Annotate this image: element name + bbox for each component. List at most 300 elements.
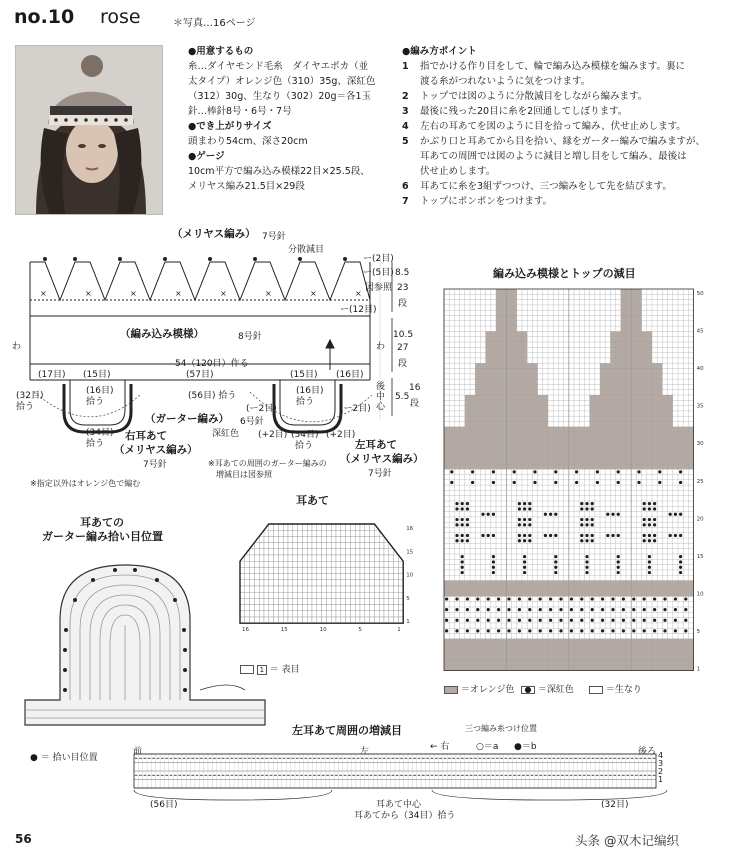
chart-cell (480, 416, 485, 421)
chart-cell (527, 644, 532, 649)
chart-cell (543, 655, 548, 660)
chart-cell (527, 363, 532, 368)
chart-dot (580, 518, 583, 521)
chart-cell (538, 432, 543, 437)
chart-cell (532, 422, 537, 427)
legend-natural (589, 682, 642, 695)
chart-cell (527, 448, 532, 453)
chart-cell (475, 411, 480, 416)
earflap-cell (394, 592, 399, 598)
chart-cell (590, 655, 595, 660)
earflap-cell (278, 543, 283, 549)
chart-cell (517, 395, 522, 400)
chart-cell (496, 644, 501, 649)
earflap-cell (240, 617, 245, 623)
chart-cell (631, 453, 636, 458)
chart-cell (636, 347, 641, 352)
chart-cell (579, 655, 584, 660)
chart-cell (616, 427, 621, 432)
earflap-cell (398, 617, 403, 623)
chart-cell (662, 432, 667, 437)
chart-cell (579, 437, 584, 442)
earflap-cell (264, 592, 269, 598)
chart-cell (574, 586, 579, 591)
chart-cell (517, 432, 522, 437)
chart-cell (610, 453, 615, 458)
chart-cell (647, 411, 652, 416)
chart-cell (491, 363, 496, 368)
chart-cell (657, 406, 662, 411)
chart-cell (631, 300, 636, 305)
left-earflap-stitch: （メリヤス編み） (340, 453, 424, 465)
chart-cell (642, 649, 647, 654)
chart-cell (527, 591, 532, 596)
earflap-cell (288, 592, 293, 598)
chart-cell (652, 374, 657, 379)
chart-dot (663, 608, 666, 611)
chart-cell (480, 586, 485, 591)
chart-cell (657, 374, 662, 379)
chart-cell (527, 665, 532, 670)
earflap-cell (293, 580, 298, 586)
earflap-cell (302, 592, 307, 598)
earflap-cell (283, 574, 288, 580)
chart-cell (621, 331, 626, 336)
chart-cell (444, 581, 449, 586)
chart-cell (522, 342, 527, 347)
chart-cell (532, 395, 537, 400)
chart-cell (610, 331, 615, 336)
chart-cell (496, 660, 501, 665)
chart-cell (636, 331, 641, 336)
chart-cell (683, 655, 688, 660)
garter-right-count: (32目) (601, 800, 629, 810)
chart-cell (501, 411, 506, 416)
earflap-cell (259, 617, 264, 623)
chart-cell (501, 342, 506, 347)
chart-cell (475, 644, 480, 649)
earflap-cell (283, 555, 288, 561)
chart-cell (574, 427, 579, 432)
earflap-cell (365, 549, 370, 555)
chart-dot (570, 608, 573, 611)
earflap-row-label: 15 (406, 549, 414, 556)
chart-cell (501, 432, 506, 437)
chart-cell (642, 411, 647, 416)
earflap-cell (302, 561, 307, 567)
earflap-cell (254, 549, 259, 555)
chart-cell (444, 427, 449, 432)
earflap-cell (312, 543, 317, 549)
earflap-cell (346, 574, 351, 580)
chart-cell (480, 411, 485, 416)
chart-cell (574, 639, 579, 644)
chart-dot (528, 608, 531, 611)
earflap-cell (307, 586, 312, 592)
earflap-cell (341, 567, 346, 573)
chart-cell (475, 464, 480, 469)
chart-cell (512, 422, 517, 427)
chart-cell (642, 644, 647, 649)
instruction-text: トップにポンポンをつけます。 (420, 196, 552, 207)
chart-cell (486, 432, 491, 437)
dim-16-unit: 段 (410, 399, 420, 409)
chart-cell (449, 432, 454, 437)
earflap-cell (283, 580, 288, 586)
chart-cell (662, 639, 667, 644)
chart-dot (507, 619, 510, 622)
chart-cell (558, 665, 563, 670)
earflap-cell (293, 617, 298, 623)
chart-cell (631, 406, 636, 411)
chart-cell (512, 432, 517, 437)
chart-cell (668, 448, 673, 453)
chart-dot (663, 619, 666, 622)
chart-cell (621, 649, 626, 654)
chart-cell (600, 416, 605, 421)
chart-cell (610, 363, 615, 368)
chart-cell (683, 443, 688, 448)
crown-decrease-lines (30, 262, 370, 316)
chart-dot (549, 513, 552, 516)
chart-cell (444, 665, 449, 670)
chart-dot (518, 539, 521, 542)
chart-cell (480, 384, 485, 389)
earflap-cell (360, 592, 365, 598)
earflap-cell (350, 555, 355, 561)
chart-cell (480, 374, 485, 379)
chart-cell (626, 437, 631, 442)
chart-cell (486, 443, 491, 448)
earflap-cell (259, 536, 264, 542)
chart-cell (460, 581, 465, 586)
chart-cell (584, 591, 589, 596)
chart-row-number: 40 (696, 366, 704, 373)
chart-cell (506, 591, 511, 596)
earflap-cell (250, 592, 255, 598)
instruction-item (402, 89, 737, 104)
chart-cell (454, 644, 459, 649)
chart-cell (517, 665, 522, 670)
earflap-col-label: 10 (319, 627, 327, 634)
earflap-cell (250, 586, 255, 592)
chart-cell (657, 448, 662, 453)
chart-cell (600, 374, 605, 379)
chart-cell (610, 427, 615, 432)
chart-cell (600, 411, 605, 416)
chart-dot (679, 555, 682, 558)
chart-cell (673, 665, 678, 670)
chart-cell (600, 443, 605, 448)
chart-cell (647, 342, 652, 347)
chart-cell (621, 400, 626, 405)
earflap-cell (346, 536, 351, 542)
earflap-cell (312, 580, 317, 586)
earflap-cell (283, 586, 288, 592)
earflap-cell (379, 555, 384, 561)
count-12: ー(12目) (340, 305, 377, 315)
wa-right: わ (376, 342, 386, 352)
chart-cell (605, 453, 610, 458)
chart-row-number: 45 (696, 328, 704, 335)
earflap-cell (370, 536, 375, 542)
earflap-cell (384, 549, 389, 555)
chart-dot (507, 629, 510, 632)
chart-cell (621, 437, 626, 442)
earflap-cell (379, 549, 384, 555)
chart-cell (590, 400, 595, 405)
earflap-cell (336, 555, 341, 561)
chart-cell (631, 358, 636, 363)
instruction-item (402, 134, 737, 179)
earflap-cell (288, 574, 293, 580)
chart-cell (569, 427, 574, 432)
chart-cell (584, 437, 589, 442)
earflap-cell (341, 536, 346, 542)
chart-dot (648, 534, 651, 537)
chart-cell (496, 347, 501, 352)
chart-cell (522, 649, 527, 654)
chart-cell (662, 644, 667, 649)
chart-cell (548, 432, 553, 437)
chart-cell (626, 459, 631, 464)
chart-cell (532, 384, 537, 389)
chart-dot (539, 597, 542, 600)
chart-cell (631, 427, 636, 432)
chart-cell (631, 379, 636, 384)
chart-cell (501, 321, 506, 326)
chart-dot (632, 597, 635, 600)
chart-cell (527, 416, 532, 421)
chart-cell (449, 464, 454, 469)
chart-cell (512, 591, 517, 596)
chart-cell (574, 649, 579, 654)
chart-cell (600, 586, 605, 591)
chart-cell (465, 581, 470, 586)
chart-cell (652, 453, 657, 458)
earflap-cell (288, 530, 293, 536)
chart-cell (574, 464, 579, 469)
chart-cell (595, 644, 600, 649)
chart-cell (678, 443, 683, 448)
chart-cell (480, 443, 485, 448)
chart-cell (558, 427, 563, 432)
instruction-number: 3 (402, 106, 409, 117)
chart-dot (648, 502, 651, 505)
chart-dot (549, 534, 552, 537)
chart-cell (517, 655, 522, 660)
chart-cell (574, 432, 579, 437)
chart-dot (513, 481, 516, 484)
earflap-cell (322, 617, 327, 623)
chart-cell (470, 591, 475, 596)
chart-cell (647, 427, 652, 432)
earflap-cell (355, 524, 360, 530)
earflap-cell (322, 555, 327, 561)
earflap-cell (331, 561, 336, 567)
earflap-cell (370, 567, 375, 573)
chart-cell (579, 464, 584, 469)
chart-cell (465, 427, 470, 432)
chart-cell (538, 448, 543, 453)
chart-cell (616, 347, 621, 352)
chart-cell (657, 411, 662, 416)
chart-cell (631, 363, 636, 368)
earflap-cell (350, 536, 355, 542)
earflap-cell (370, 605, 375, 611)
chart-cell (512, 310, 517, 315)
chart-cell (657, 581, 662, 586)
pattern-number: no.10 (14, 6, 75, 28)
chart-cell (538, 400, 543, 405)
pickup-arrows (326, 340, 334, 370)
chart-cell (475, 400, 480, 405)
earflap-cell (278, 592, 283, 598)
chart-cell (668, 411, 673, 416)
chart-cell (590, 464, 595, 469)
chart-cell (558, 581, 563, 586)
svg-text:×: × (220, 289, 227, 298)
chart-cell (491, 586, 496, 591)
chart-cell (553, 591, 558, 596)
chart-dot (533, 481, 536, 484)
chart-dot (528, 507, 531, 510)
chart-cell (517, 644, 522, 649)
chart-dot (466, 518, 469, 521)
chart-cell (600, 369, 605, 374)
chart-cell (506, 347, 511, 352)
earflap-cell (254, 574, 259, 580)
chart-cell (506, 363, 511, 368)
chart-cell (512, 390, 517, 395)
chart-cell (543, 644, 548, 649)
chart-cell (600, 639, 605, 644)
earflap-cell (322, 536, 327, 542)
chart-cell (652, 369, 657, 374)
earflap-cell (293, 543, 298, 549)
chart-dot (643, 534, 646, 537)
chart-cell (496, 321, 501, 326)
svg-text:×: × (130, 289, 137, 298)
chart-dot (466, 629, 469, 632)
earflap-cell (389, 580, 394, 586)
chart-cell (527, 400, 532, 405)
chart-cell (662, 591, 667, 596)
chart-row-number: 20 (696, 516, 704, 523)
chart-cell (652, 649, 657, 654)
chart-cell (673, 660, 678, 665)
earflap-cell (326, 598, 331, 604)
earflap-cell (341, 605, 346, 611)
legend-orange-text: ＝オレンジ色 (460, 685, 515, 695)
earflap-cell (278, 574, 283, 580)
chart-dot (585, 560, 588, 563)
chart-cell (475, 374, 480, 379)
chart-cell (642, 353, 647, 358)
chart-cell (548, 586, 553, 591)
chart-cell (652, 443, 657, 448)
chart-cell (558, 639, 563, 644)
earflap-cell (302, 586, 307, 592)
chart-cell (527, 660, 532, 665)
earflap-cell (365, 536, 370, 542)
earflap-cell (307, 580, 312, 586)
earflap-cell (269, 549, 274, 555)
chart-cell (579, 448, 584, 453)
chart-cell (616, 358, 621, 363)
chart-cell (683, 591, 688, 596)
chart-cell (584, 453, 589, 458)
chart-cell (517, 422, 522, 427)
chart-cell (636, 437, 641, 442)
earflap-cell (250, 611, 255, 617)
chart-cell (636, 432, 641, 437)
earflap-cell (346, 561, 351, 567)
chart-cell (491, 369, 496, 374)
earflap-cell (293, 536, 298, 542)
pickup-illustration-title-1: 耳あての (80, 516, 124, 529)
chart-cell (642, 665, 647, 670)
chart-cell (616, 464, 621, 469)
earflap-cell (355, 611, 360, 617)
chart-cell (574, 459, 579, 464)
chart-dot (643, 502, 646, 505)
chart-cell (532, 379, 537, 384)
chart-dot (523, 566, 526, 569)
chart-cell (631, 437, 636, 442)
chart-cell (496, 453, 501, 458)
chart-cell (496, 316, 501, 321)
chart-cell (683, 459, 688, 464)
chart-cell (642, 406, 647, 411)
chart-cell (553, 448, 558, 453)
earflap-cell (259, 543, 264, 549)
chart-cell (486, 655, 491, 660)
chart-cell (496, 300, 501, 305)
earflap-cell (370, 543, 375, 549)
chart-cell (491, 453, 496, 458)
earflap-cell (374, 567, 379, 573)
earflap-cell (374, 586, 379, 592)
chart-cell (662, 395, 667, 400)
chart-cell (460, 464, 465, 469)
chart-cell (491, 448, 496, 453)
chart-cell (491, 390, 496, 395)
chart-cell (688, 660, 693, 665)
chart-cell (501, 305, 506, 310)
earflap-cell (307, 555, 312, 561)
chart-cell (683, 453, 688, 458)
chart-cell (506, 639, 511, 644)
chart-cell (506, 422, 511, 427)
earflap-cell (379, 611, 384, 617)
chart-cell (512, 644, 517, 649)
chart-cell (522, 422, 527, 427)
chart-cell (543, 432, 548, 437)
chart-dot (518, 608, 521, 611)
chart-cell (616, 655, 621, 660)
chart-dot (622, 629, 625, 632)
natural-swatch (589, 686, 603, 694)
earflap-cell (374, 536, 379, 542)
chart-cell (517, 342, 522, 347)
chart-dot (585, 502, 588, 505)
chart-cell (610, 353, 615, 358)
chart-cell (538, 639, 543, 644)
chart-cell (678, 437, 683, 442)
chart-cell (678, 665, 683, 670)
chart-cell (486, 581, 491, 586)
